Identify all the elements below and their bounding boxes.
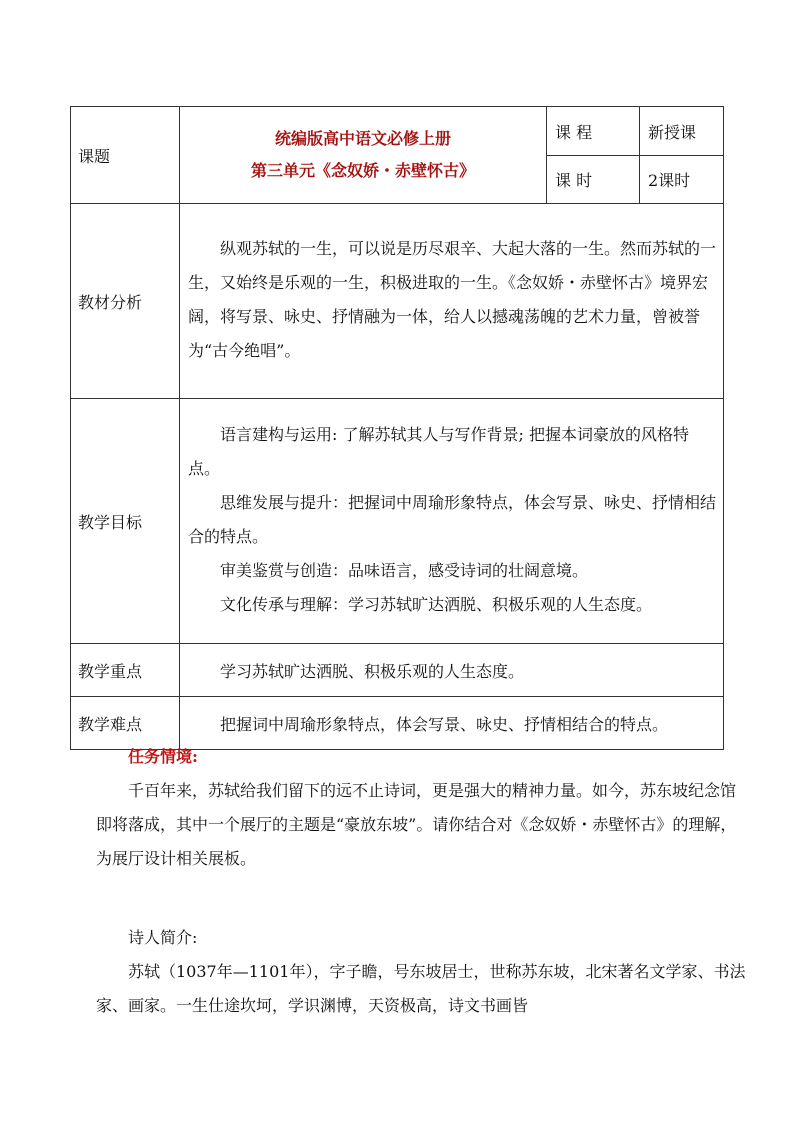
periods-value: 2课时 <box>640 156 724 204</box>
analysis-cell <box>180 204 724 399</box>
course-type-label: 课 程 <box>547 107 640 156</box>
key-point-text: 学习苏轼旷达洒脱、积极乐观的人生态度。 <box>180 644 724 697</box>
goal-item <box>188 486 717 554</box>
goal-text: ：把握词中周瑜形象特点，体会写景、咏史、抒情相结合的特点。 <box>188 493 717 546</box>
goal-key: 思维发展与提升 <box>220 493 333 512</box>
difficulty-label: 教学难点 <box>71 697 180 750</box>
topic-label: 课题 <box>71 107 180 204</box>
goal-text: : 了解苏轼其人与写作背景; 把握本词豪放的风格特点。 <box>188 425 689 478</box>
poet-intro-section <box>96 921 746 1023</box>
analysis-label: 教材分析 <box>71 204 180 399</box>
lesson-title-line2: 第三单元《念奴娇・赤壁怀古》 <box>250 161 475 180</box>
goal-key: 审美鉴赏与创造 <box>220 561 333 580</box>
task-text: 千百年来，苏轼给我们留下的远不止诗词，更是强大的精神力量。如今，苏东坡纪念馆即将落成，其中一个展厅的主题是“豪放东坡”。请你结合对《念奴娇・赤壁怀古》的理解，为展厅设计相关展板。 <box>96 781 737 868</box>
poet-intro-text: 苏轼（1037年—1101年），字子瞻，号东坡居士，世称苏东坡，北宋著名文学家、书法家、画家。一生仕途坎坷，学识渊博，天资极高，诗文书画皆 <box>96 962 746 1015</box>
goal-key: 文化传承与理解 <box>220 595 333 614</box>
task-section <box>96 740 746 876</box>
goal-text: ：学习苏轼旷达洒脱、积极乐观的人生态度。 <box>332 595 653 614</box>
lesson-title-line1: 统编版高中语文必修上册 <box>274 129 451 148</box>
course-type-value: 新授课 <box>640 107 724 156</box>
periods-label: 课 时 <box>547 156 640 204</box>
lesson-plan-table <box>70 106 724 750</box>
lesson-title <box>180 107 547 204</box>
goal-item <box>188 418 717 486</box>
goal-text: ：品味语言，感受诗词的壮阔意境。 <box>332 561 589 580</box>
goals-cell <box>180 399 724 644</box>
task-title: 任务情境: <box>128 747 198 766</box>
goal-key: 语言建构与运用 <box>220 425 333 444</box>
goal-item <box>188 588 717 622</box>
poet-intro-title: 诗人简介: <box>128 928 198 947</box>
goal-item <box>188 554 717 588</box>
analysis-text: 纵观苏轼的一生，可以说是历尽艰辛、大起大落的一生。然而苏轼的一生，又始终是乐观的一生，积极进取的一生。《念奴娇・赤壁怀古》境界宏阔，将写景、咏史、抒情融为一体，给人以撼魂荡魄的艺术力量，曾被誉为“古今绝唱”。 <box>188 239 717 360</box>
goals-label: 教学目标 <box>71 399 180 644</box>
key-point-label: 教学重点 <box>71 644 180 697</box>
difficulty-text: 把握词中周瑜形象特点，体会写景、咏史、抒情相结合的特点。 <box>180 697 724 750</box>
